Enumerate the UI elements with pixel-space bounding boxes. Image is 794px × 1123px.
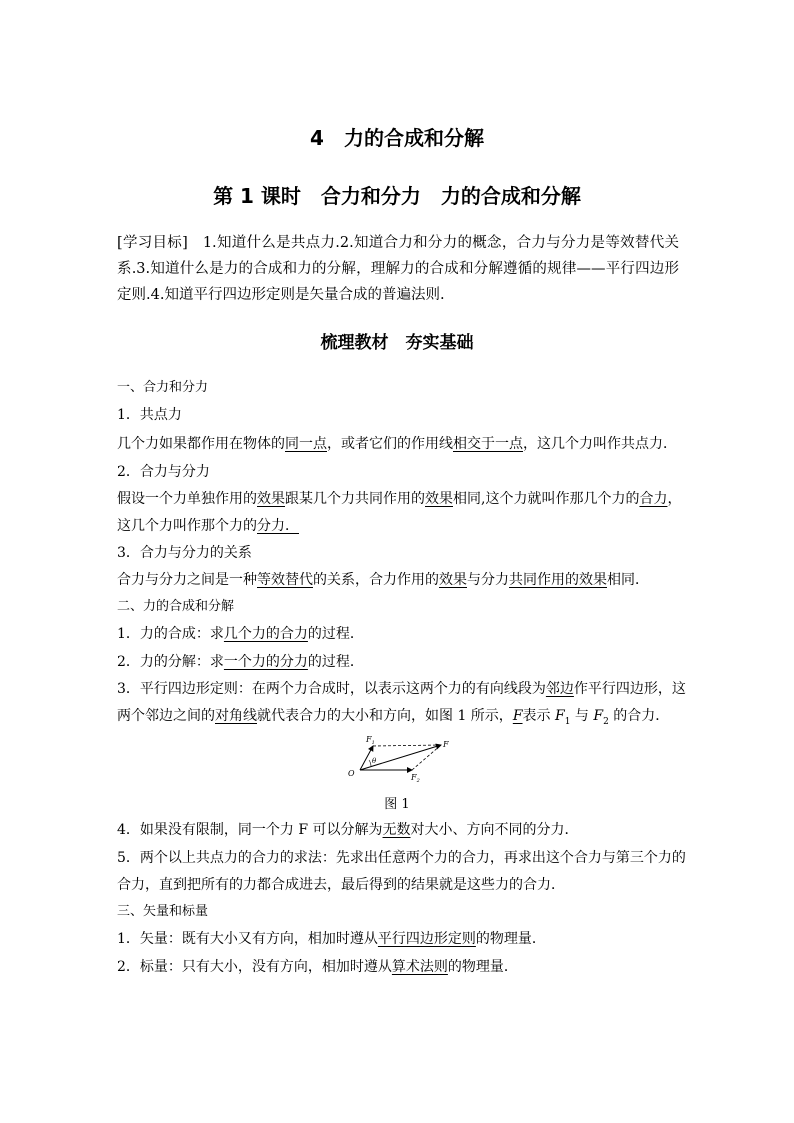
- part1-item3-title: 3．合力与分力的关系: [117, 545, 252, 561]
- label-f2: $F_2$: [411, 773, 420, 782]
- blank-answer: 对角线: [215, 708, 257, 724]
- part3-heading: 三、矢量和标量: [117, 904, 209, 919]
- parallelogram-figure: [345, 732, 455, 782]
- part1-heading: 一、合力和分力: [117, 380, 209, 395]
- label-f1: $F_1$: [366, 735, 375, 746]
- angle-arc: [369, 760, 371, 766]
- blank-answer: 邻边: [545, 681, 574, 697]
- blank-answer: 无数: [382, 822, 411, 838]
- blank-answer: 几个力的合力: [223, 626, 308, 642]
- blank-answer: 相交于一点: [453, 436, 523, 452]
- part2-item4: 4．如果没有限制，同一个力 F 可以分解为无数对大小、方向不同的分力．: [117, 822, 579, 838]
- label-theta: θ: [372, 757, 377, 765]
- label-f: F: [443, 740, 449, 749]
- blank-answer: 等效替代: [257, 572, 313, 588]
- part1-item3-text: 合力与分力之间是一种等效替代的关系，合力作用的效果与分力共同作用的效果相同．: [117, 572, 649, 588]
- blank-answer: 平行四边形定则: [377, 931, 476, 947]
- blank-answer: 共同作用的效果: [509, 572, 607, 588]
- learning-goals: [学习目标] 1.知道什么是共点力.2.知道合力和分力的概念，合力与分力是等效替代关系.3.知道什么是力的合成和力的分解，理解力的合成和分解遵循的规律——平行四边形定则.4.知道平行四边形定则是矢量合成的普遍法则.: [117, 235, 679, 303]
- part1-item1-text: 几个力如果都作用在物体的同一点，或者它们的作用线相交于一点，这几个力叫作共点力．: [117, 436, 677, 452]
- lesson-subtitle: 第 1 课时 合力和分力 力的合成和分解: [213, 184, 581, 208]
- blank-answer: 同一点: [285, 436, 327, 452]
- part2-item1: 1．力的合成：求几个力的合力的过程．: [117, 626, 364, 642]
- lesson-title: 4 力的合成和分解: [310, 126, 484, 150]
- part2-item3-cont: 两个邻边之间的对角线就代表合力的大小和方向，如图 1 所示，F表示 $F_1$ 与 $F_2$ 的合力．: [117, 708, 670, 727]
- label-origin: O: [348, 769, 355, 778]
- part1-item2-title: 2．合力与分力: [117, 464, 210, 480]
- blank-answer: 合力: [639, 491, 668, 507]
- blank-answer: 算术法则: [391, 959, 448, 975]
- part2-heading: 二、力的合成和分解: [117, 599, 235, 614]
- part1-item2-text-cont: 这几个力叫作那个力的分力．: [117, 518, 299, 534]
- part2-item2: 2．力的分解：求一个力的分力的过程．: [117, 654, 364, 670]
- part2-item5: 5．两个以上共点力的合力的求法：先求出任意两个力的合力，再求出这个合力与第三个力的: [117, 850, 686, 866]
- part3-item2: 2．标量：只有大小，没有方向，相加时遵从算术法则的物理量．: [117, 959, 518, 975]
- part1-item2-text: 假设一个力单独作用的效果跟某几个力共同作用的效果相同,这个力就叫作那几个力的合力，: [117, 491, 682, 507]
- part2-item3: 3．平行四边形定则：在两个力合成时，以表示这两个力的有向线段为邻边作平行四边形，这: [117, 681, 686, 697]
- blank-answer: 分力．: [257, 518, 299, 534]
- dashed-side: [412, 745, 441, 770]
- figure-caption: 图 1: [384, 797, 410, 812]
- blank-answer: 效果: [425, 491, 453, 507]
- blank-answer: 效果: [439, 572, 467, 588]
- part2-item5-cont: 合力，直到把所有的力都合成进去，最后得到的结果就是这些力的合力．: [117, 877, 565, 893]
- part1-item1-title: 1．共点力: [117, 407, 182, 423]
- section-title: 梳理教材 夯实基础: [320, 333, 474, 353]
- blank-answer: 一个力的分力: [223, 654, 308, 670]
- blank-answer: 效果: [257, 491, 285, 507]
- dashed-side: [373, 745, 441, 746]
- part3-item1: 1．矢量：既有大小又有方向，相加时遵从平行四边形定则的物理量．: [117, 931, 546, 947]
